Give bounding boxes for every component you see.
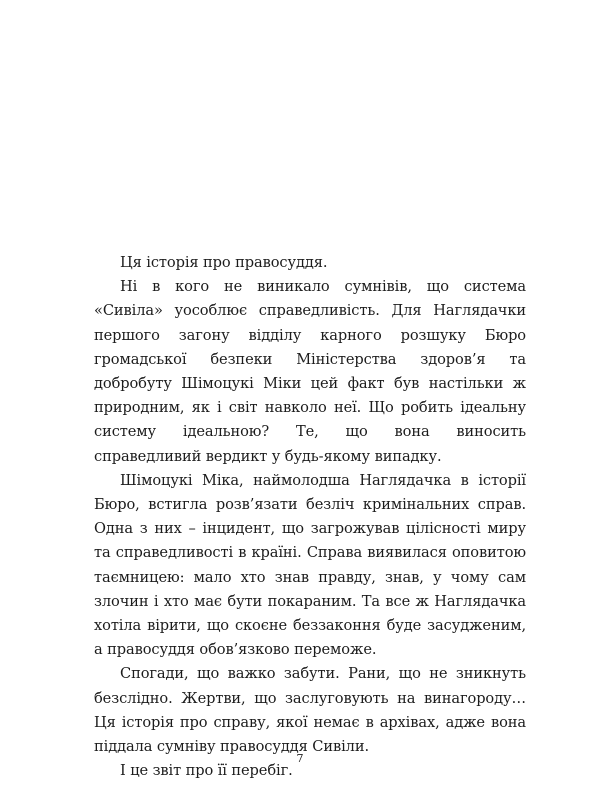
paragraph: Шімоцукі Міка, наймолодша Наглядачка в історії Бюро, встигла розв’язати безліч кримінальних справ. Одна з них – інцидент, що загрожував цілісності миру та справедливості в країні. Справа виявилася оповитою таємницею: мало хто знав правду, знав, у чому сам злочин і хто має бути покараним. Та все ж Наглядачка хотіла вірити, що скоєне беззаконня буде засудженим, а правосуддя обов’язково переможе. (94, 471, 526, 659)
body-text (94, 251, 526, 783)
paragraph: Ні в кого не виникало сумнівів, що система «Сивіла» уособлює справедливість. Для Наглядачки першого загону відділу карного розшуку Бюро громадської безпеки Міністерства здоров’я та добробуту Шімоцукі Міки цей факт був настільки ж природним, як і світ навколо неї. Що робить ідеальну систему ідеальною? Те, що вона виносить справедливий вердикт у будь-якому випадку. (94, 278, 526, 465)
paragraph: Спогади, що важко забути. Рани, що не зникнуть безслідно. Жертви, що заслуговують на винагороду… Ця історія про справу, якої немає в архівах, адже вона піддала сумніву правосуддя Сивіли. (94, 665, 526, 756)
page-number: 7 (296, 752, 304, 765)
paragraph: І це звіт про її перебіг. (120, 762, 293, 780)
paragraph: Ця історія про правосуддя. (120, 254, 328, 271)
